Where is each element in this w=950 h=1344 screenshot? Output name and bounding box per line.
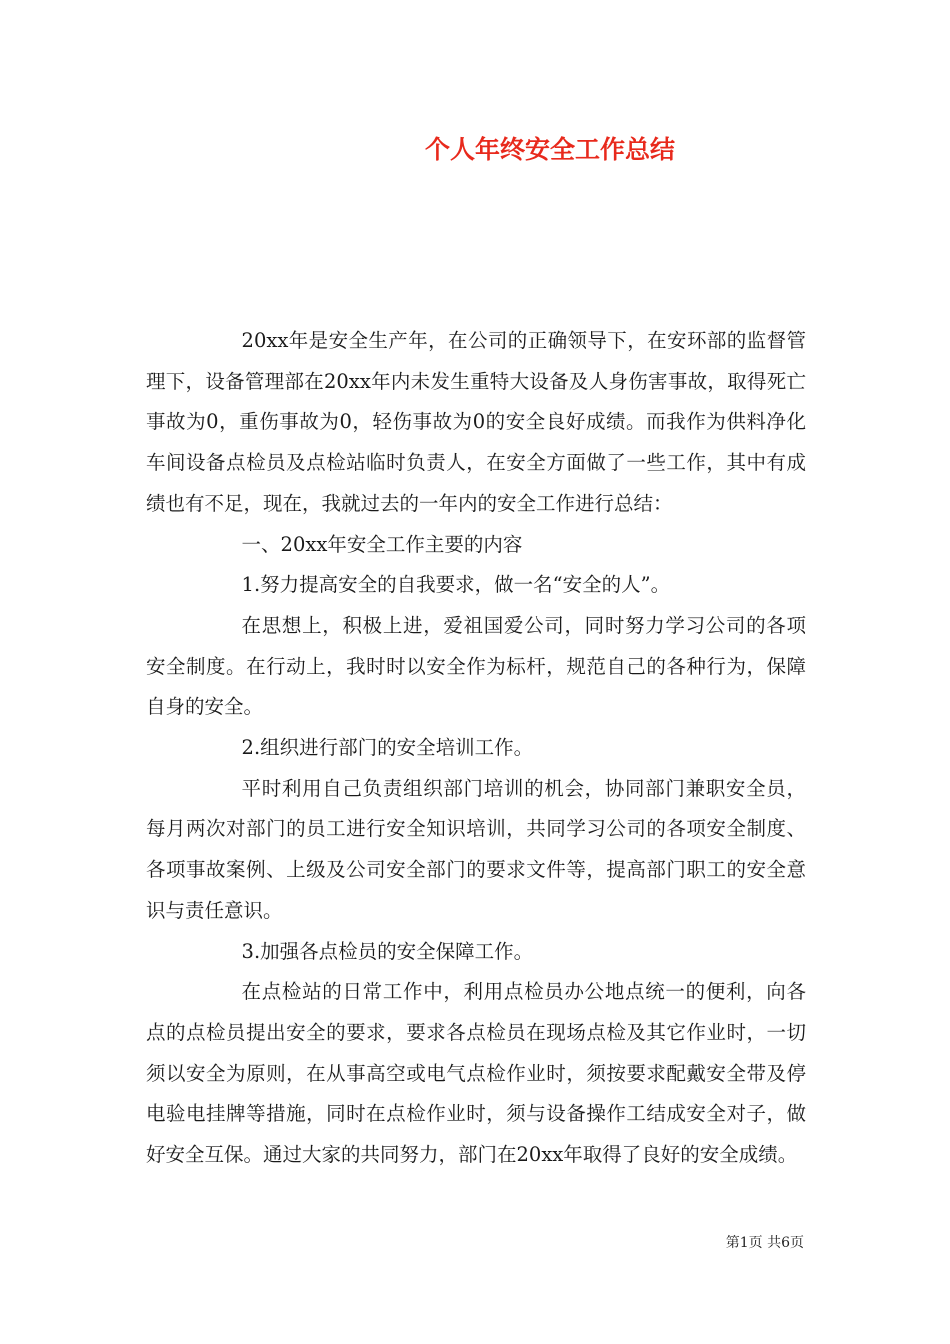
page-title: 个人年终安全工作总结: [424, 135, 675, 164]
document-body: [146, 321, 806, 1176]
item-heading-3: 3.加强各点检员的安全保障工作。: [241, 939, 534, 963]
item-paragraph-3: 在点检站的日常工作中，利用点检员办公地点统一的便利，向各点的点检员提出安全的要求，要求各点检员在现场点检及其它作业时，一切须以安全为原则，在从事高空或电气点检作业时，须按要求配戴安全带及停电验电挂牌等措施，同时在点检作业时，须与设备操作工结成安全对子，做好安全互保。通过大家的共同努力，部门在20xx年取得了良好的安全成绩。: [146, 980, 806, 1167]
item-heading-1: 1.努力提高安全的自我要求，做一名“安全的人”。: [241, 573, 671, 597]
page-footer: 第1页 共6页: [725, 1235, 804, 1251]
item-paragraph-2: 平时利用自己负责组织部门培训的机会，协同部门兼职安全员，每月两次对部门的员工进行安全知识培训，共同学习公司的各项安全制度、各项事故案例、上级及公司安全部门的要求文件等，提高部门职工的安全意识与责任意识。: [146, 776, 806, 922]
intro-paragraph: 20xx年是安全生产年，在公司的正确领导下，在安环部的监督管理下，设备管理部在20xx年内未发生重特大设备及人身伤害事故，取得死亡事故为0，重伤事故为0，轻伤事故为0的安全良好成绩。而我作为供料净化车间设备点检员及点检站临时负责人，在安全方面做了一些工作，其中有成绩也有不足，现在，我就过去的一年内的安全工作进行总结：: [146, 329, 806, 515]
item-heading-2: 2.组织进行部门的安全培训工作。: [241, 736, 534, 760]
item-paragraph-1: 在思想上，积极上进，爱祖国爱公司，同时努力学习公司的各项安全制度。在行动上，我时时以安全作为标杆，规范自己的各种行为，保障自身的安全。: [146, 613, 806, 719]
section-heading: 一、20xx年安全工作主要的内容: [241, 532, 523, 556]
